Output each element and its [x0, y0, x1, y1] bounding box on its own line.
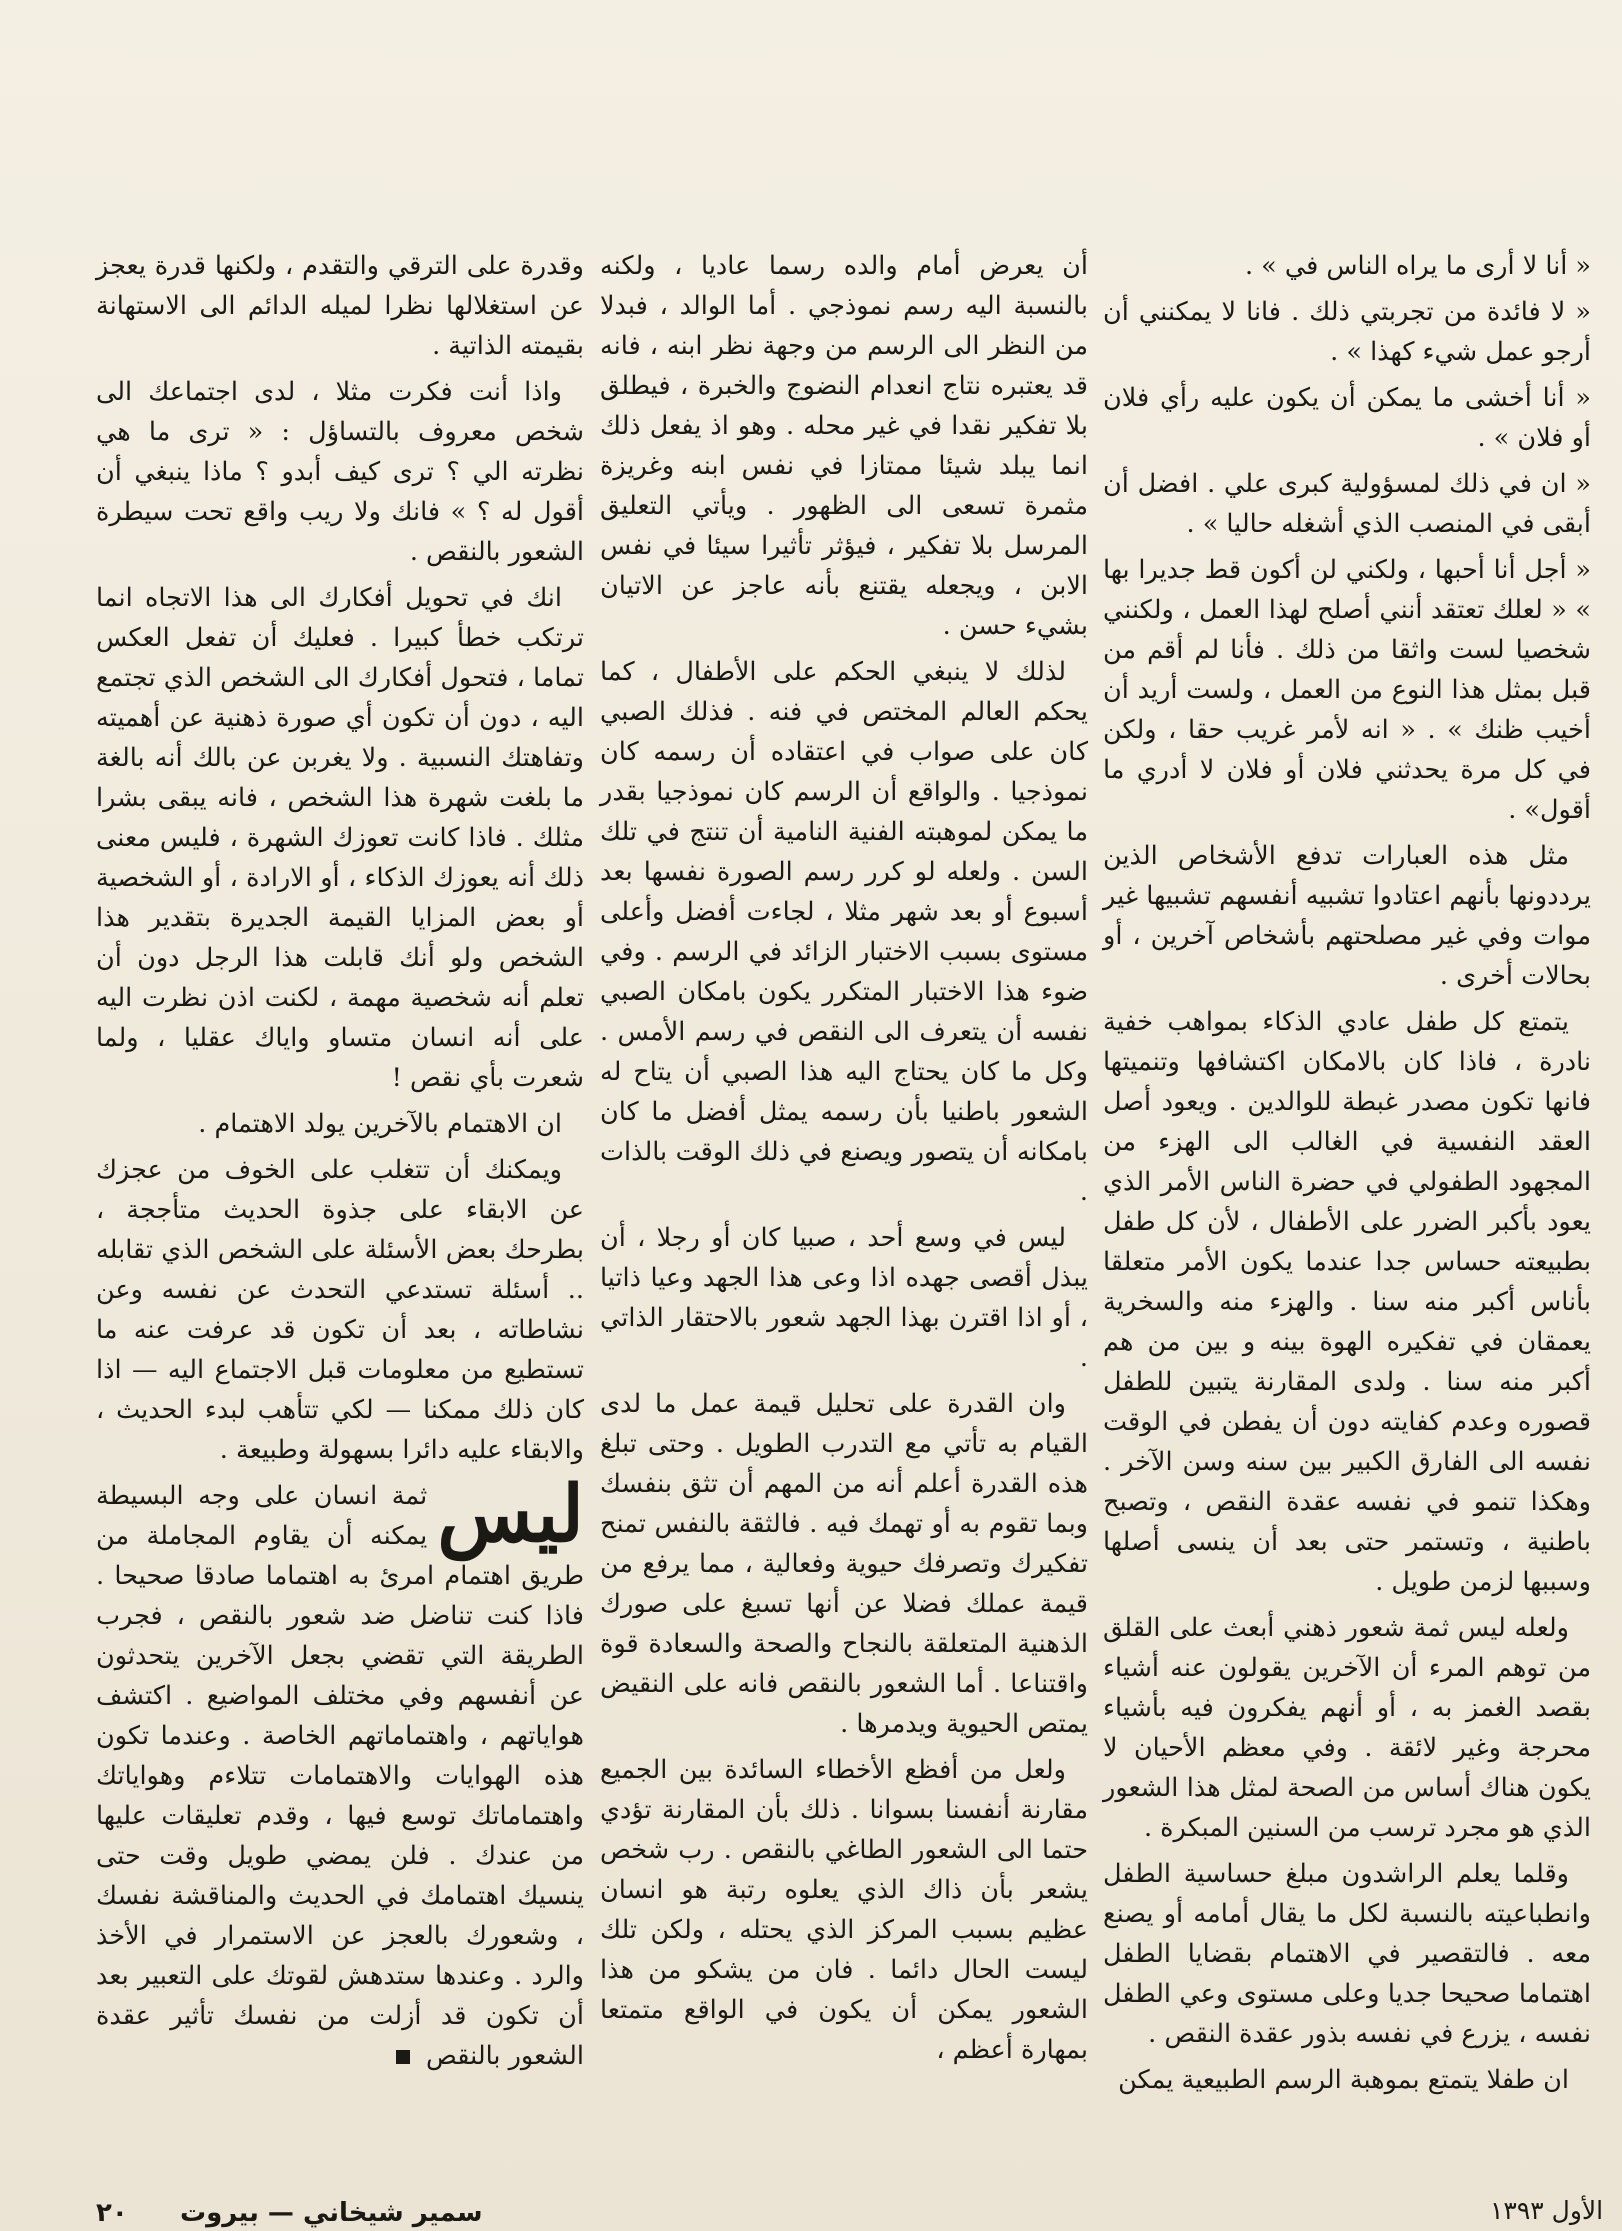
- paragraph-text: ثمة انسان على وجه البسيطة يمكنه أن يقاوم المجاملة من طريق اهتمام امرئ به اهتماما صادقا صحيحا . فاذا كنت تناضل ضد شعور بالنقص ، فجرب الطريقة التي تقضي بجعل الآخرين يتحدثون عن أنفسهم وفي مختلف المواضيع . اكتشف هواياتهم ، واهتماماتهم الخاصة . وعندما تكون هذه الهوايات والاهتمامات تتلاءم وهواياتك واهتماماتك توسع فيها ، وقدم تعليقات عليها من عندك . فلن يمضي طويل وقت حتى ينسيك اهتمامك في الحديث والمناقشة نفسك ، وشعورك بالعجز عن الاستمرار في الأخذ والرد . وعندها ستدهش لقوتك على التعبير بعد أن تكون قد أزلت من نفسك تأثير عقدة الشعور بالنقص: [96, 1481, 584, 2071]
- paragraph: ولعل من أفظع الأخطاء السائدة بين الجميع مقارنة أنفسنا بسوانا . ذلك بأن المقارنة تؤدي حتما الى الشعور الطاغي بالنقص . رب شخص يشعر بأن ذاك الذي يعلوه رتبة هو انسان عظيم بسبب المركز الذي يحتله ، ولكن تلك ليست الحال دائما . فان من يشكو من هذا الشعور يمكن أن يكون في الواقع متمتعا بمهارة أعظم ،: [600, 1755, 1088, 2065]
- paragraph: ان طفلا يتمتع بموهبة الرسم الطبيعية يمكن: [1118, 2065, 1569, 2095]
- paragraph: ولعله ليس ثمة شعور ذهني أبعث على القلق من توهم المرء أن الآخرين يقولون عنه أشياء بقصد الغمز به ، أو أنهم يفكرون فيه بأشياء محرجة وغير لائقة . وفي معظم الأحيان لا يكون هناك أساس من الصحة لمثل هذا الشعور الذي هو مجرد ترسب من السنين المبكرة .: [1103, 1613, 1591, 1843]
- dropcap-paragraph: [96, 1469, 584, 2076]
- paragraph: مثل هذه العبارات تدفع الأشخاص الذين يرددونها بأنهم اعتادوا تشبيه أنفسهم تشبيها غير موات وفي غير مصلحتهم بأشخاص آخرين ، أو بحالات أخرى .: [1103, 841, 1591, 991]
- article-column-middle: [600, 246, 1088, 2066]
- paragraph: وان القدرة على تحليل قيمة عمل ما لدى القيام به تأتي مع التدرب الطويل . وحتى تبلغ هذه القدرة أعلم أنه من المهم أن تثق بنفسك وبما تقوم به أو تهمك فيه . فالثقة بالنفس تمنح تفكيرك وتصرفك حيوية وفعالية ، مما يرفع من قيمة عملك فضلا عن أنها تسبغ على صورك الذهنية المتعلقة بالنجاح والصحة والسعادة قوة واقتناعا . أما الشعور بالنقص فانه على النقيض يمتص الحيوية ويدمرها .: [600, 1389, 1088, 1739]
- paragraph: « أنا لا أرى ما يراه الناس في » .: [1244, 251, 1591, 281]
- paragraph: لذلك لا ينبغي الحكم على الأطفال ، كما يحكم العالم المختص في فنه . فذلك الصبي كان على صواب في اعتقاده أن رسمه كان نموذجيا . والواقع أن الرسم كان نموذجيا بقدر ما يمكن لموهبته الفنية النامية أن تنتج في تلك السن . ولعله لو كرر رسم الصورة نفسها بعد أسبوع أو بعد شهر مثلا ، لجاءت أفضل وأعلى مستوى بسبب الاختبار الزائد في الرسم . وفي ضوء هذا الاختبار المتكرر يكون بامكان الصبي نفسه أن يتعرف الى النقص في رسم الأمس . وكل ما كان يحتاج اليه هذا الصبي أن يتاح له الشعور باطنيا بأن رسمه يمثل أفضل ما كان بامكانه أن يتصور ويصنع في ذلك الوقت بالذات .: [600, 657, 1088, 1207]
- paragraph: انك في تحويل أفكارك الى هذا الاتجاه انما ترتكب خطأ كبيرا . فعليك أن تفعل العكس تماما ، فتحول أفكارك الى الشخص الذي تجتمع اليه ، دون أن تكون أي صورة ذهنية عن أهميته وتفاهتك النسبية . ولا يغربن عن بالك أنه بالغة ما بلغت شهرة هذا الشخص ، فانه يبقى بشرا مثلك . فاذا كانت تعوزك الشهرة ، فليس معنى ذلك أنه يعوزك الذكاء ، أو الارادة ، أو الشخصية أو بعض المزايا القيمة الجديرة بتقدير هذا الشخص ولو أنك قابلت هذا الرجل دون أن تعلم أنه شخصية مهمة ، لكنت اذن نظرت اليه على أنه انسان متساو واياك عقليا ، ولما شعرت بأي نقص !: [96, 583, 584, 1093]
- page-number: ٢٠: [96, 2198, 128, 2228]
- paragraph: يتمتع كل طفل عادي الذكاء بمواهب خفية نادرة ، فاذا كان بالامكان اكتشافها وتنميتها فانها تكون مصدر غبطة للوالدين . ويعود أصل العقد النفسية في الغالب الى الهزء من المجهود الطفولي في حضرة الناس الأمر الذي يعود بأكبر الضرر على الأطفال ، لأن كل طفل بطبيعته حساس جدا عندما يكون الأمر متعلقا بأناس أكبر منه سنا . والهزء منه والسخرية يعمقان في تفكيره الهوة بينه و بين من هم أكبر منه سنا . ولدى المقارنة يتبين للطفل قصوره وعدم كفايته دون أن يفطن في الوقت نفسه الى الفارق الكبير بين سنه وسن الآخر . وهكذا تنمو في نفسه عقدة النقص ، وتصبح باطنية ، وتستمر حتى بعد أن ينسى أصلها وسببها لزمن طويل .: [1103, 1007, 1591, 1597]
- article-column-right: [1103, 246, 1591, 2095]
- paragraph: وقدرة على الترقي والتقدم ، ولكنها قدرة يعجز عن استغلالها نظرا لميله الدائم الى الاستهانة بقيمته الذاتية .: [96, 251, 584, 361]
- end-of-article-mark-icon: [396, 2050, 410, 2064]
- paragraph: وقلما يعلم الراشدون مبلغ حساسية الطفل وانطباعيته بالنسبة لكل ما يقال أمامه أو يصنع معه . فالتقصير في الاهتمام بقضايا الطفل اهتماما صحيحا جديا وعلى مستوى وعي الطفل نفسه ، يزرع في نفسه بذور عقدة النقص .: [1103, 1859, 1591, 2049]
- issue-date-footer: الأول ١٣٩٣: [1490, 2196, 1604, 2225]
- paragraph: أن يعرض أمام والده رسما عاديا ، ولكنه بالنسبة اليه رسم نموذجي . أما الوالد ، فبدلا من النظر الى الرسم من وجهة نظر ابنه ، فانه قد يعتبره نتاج انعدام النضوج والخبرة ، فيطلق بلا تفكير نقدا في غير محله . وهو اذ يفعل ذلك انما يبلد شيئا ممتازا في نفس ابنه وغريزة مثمرة تسعى الى الظهور . ويأتي التعليق المرسل بلا تفكير ، فيؤثر تأثيرا سيئا في نفس الابن ، ويجعله يقتنع بأنه عاجز عن الاتيان بشيء حسن .: [600, 251, 1088, 641]
- author-byline: سمير شيخاني — بيروت: [180, 2198, 483, 2228]
- paragraph: « ان في ذلك لمسؤولية كبرى علي . افضل أن أبقى في المنصب الذي أشغله حاليا » .: [1103, 469, 1591, 539]
- paragraph: « أنا أخشى ما يمكن أن يكون عليه رأي فلان أو فلان » .: [1103, 383, 1591, 453]
- drop-cap: ليس: [437, 1469, 584, 1560]
- paragraph: ليس في وسع أحد ، صبيا كان أو رجلا ، أن يبذل أقصى جهده اذا وعى هذا الجهد وعيا ذاتيا ، أو اذا اقترن بهذا الجهد شعور بالاحتقار الذاتي .: [600, 1223, 1088, 1373]
- paragraph: « أجل أنا أحبها ، ولكني لن أكون قط جديرا بها » « لعلك تعتقد أنني أصلح لهذا العمل ، ولكنني شخصيا لست واثقا من ذلك . فأنا لم أقم من قبل بمثل هذا النوع من العمل ، ولست أريد أن أخيب ظنك » . « انه لأمر غريب حقا ، ولكن في كل مرة يحدثني فلان أو فلان لا أدري ما أقول» .: [1103, 555, 1591, 825]
- paragraph: واذا أنت فكرت مثلا ، لدى اجتماعك الى شخص معروف بالتساؤل : « ترى ما هي نظرته الي ؟ ترى كيف أبدو ؟ ماذا ينبغي أن أقول له ؟ » فانك ولا ريب واقع تحت سيطرة الشعور بالنقص .: [96, 377, 584, 567]
- paragraph: ان الاهتمام بالآخرين يولد الاهتمام .: [198, 1109, 562, 1139]
- paragraph: ويمكنك أن تتغلب على الخوف من عجزك عن الابقاء على جذوة الحديث متأججة ، بطرحك بعض الأسئلة على الشخص الذي تقابله .. أسئلة تستدعي التحدث عن نفسه وعن نشاطاته ، بعد أن تكون قد عرفت عنه ما تستطيع من معلومات قبل الاجتماع اليه — اذا كان ذلك ممكنا — لكي تتأهب لبدء الحديث ، والابقاء عليه دائرا بسهولة وطبيعة .: [96, 1155, 584, 1465]
- paragraph: « لا فائدة من تجربتي ذلك . فانا لا يمكنني أن أرجو عمل شيء كهذا » .: [1103, 297, 1591, 367]
- article-column-left: [96, 246, 584, 2071]
